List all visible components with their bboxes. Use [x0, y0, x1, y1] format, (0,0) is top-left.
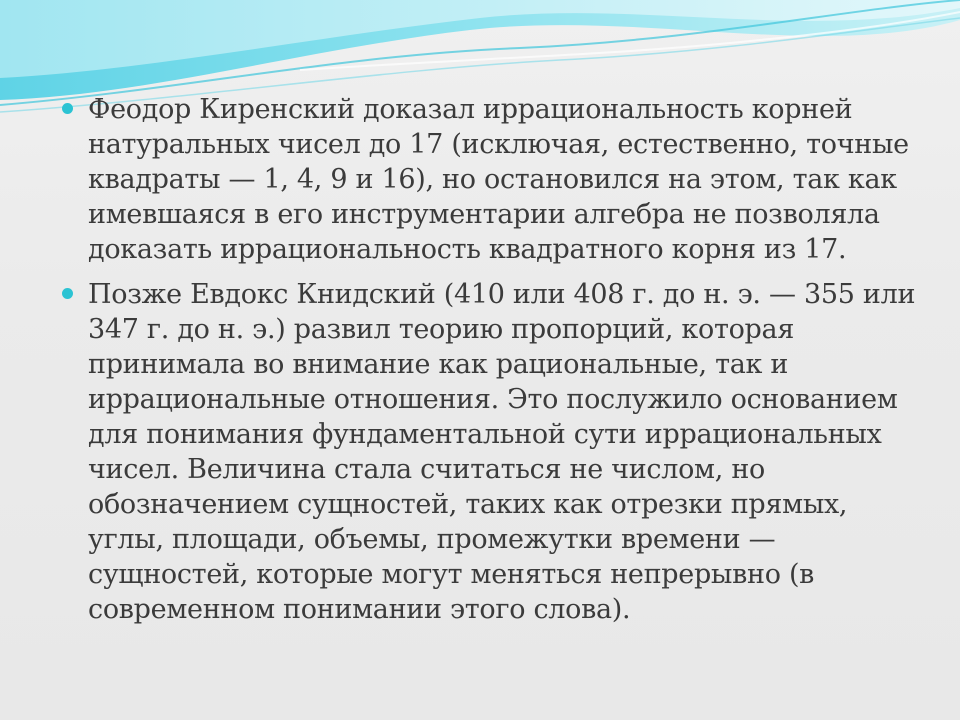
bullet-item [62, 92, 922, 267]
slide-body [62, 92, 922, 637]
bullet-dot-icon [62, 103, 73, 114]
bullet-dot-icon [62, 288, 73, 299]
bullet-text: Позже Евдокс Книдский (410 или 408 г. до н. э. — 355 или 347 г. до н. э.) развил теорию пропорций, которая принимала во внимание как рациональные, так и иррациональные отношения. Это послужило основанием для понимания фундаментальной сути иррациональных чисел. Величина стала считаться не числом, но обозначением сущностей, таких как отрезки прямых, углы, площади, объемы, промежутки времени — сущностей, которые могут меняться непрерывно (в современном понимании этого слова). [88, 279, 916, 625]
bullet-text: Феодор Киренский доказал иррациональность корней натуральных чисел до 17 (исключая, естественно, точные квадраты — 1, 4, 9 и 16), но остановился на этом, так как имевшаяся в его инструментарии алгебра не позволяла доказать иррациональность квадратного корня из 17. [88, 94, 909, 265]
bullet-item [62, 277, 922, 627]
